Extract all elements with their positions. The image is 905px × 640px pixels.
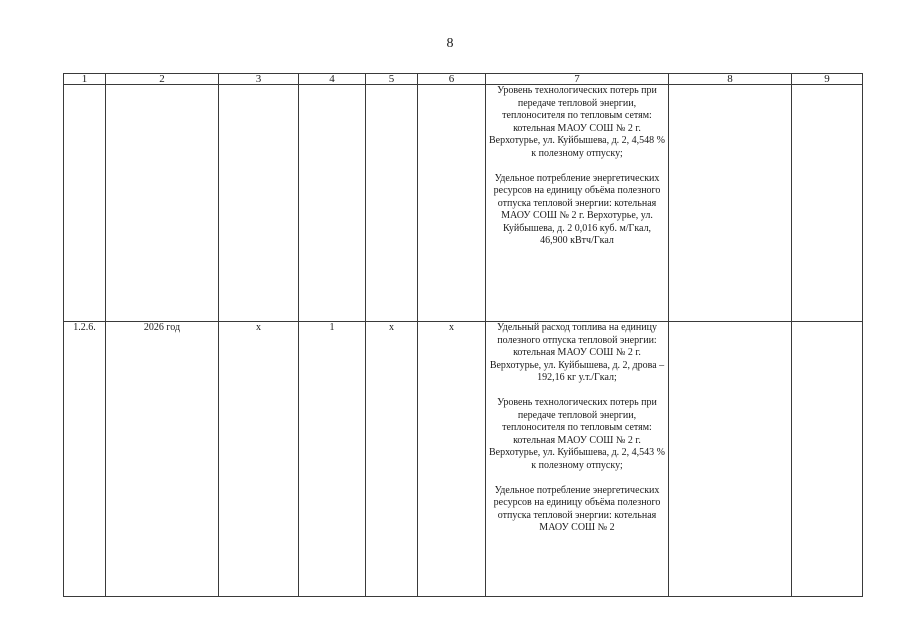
table-header-row bbox=[64, 74, 863, 85]
cell-index bbox=[64, 85, 106, 322]
cell-col-8 bbox=[669, 85, 792, 322]
header-col-2: 2 bbox=[106, 74, 219, 85]
cell-index: 1.2.6. bbox=[64, 322, 106, 597]
indicator-paragraph: Уровень технологических потерь при передаче тепловой энергии, теплоносителя по тепловым сетям: котельная МАОУ СОШ № 2 г. Верхотурье, ул. Куйбышева, д. 2, 4,543 % к полезному отпуску; bbox=[488, 397, 666, 471]
cell-col-3: х bbox=[219, 322, 299, 597]
header-col-7: 7 bbox=[486, 74, 669, 85]
cell-period bbox=[106, 85, 219, 322]
cell-col-4 bbox=[299, 85, 366, 322]
cell-col-5 bbox=[366, 85, 418, 322]
cell-col-9 bbox=[792, 322, 863, 597]
cell-col-6 bbox=[418, 85, 486, 322]
cell-col-6: х bbox=[418, 322, 486, 597]
cell-indicators bbox=[486, 322, 669, 597]
indicator-paragraph: Удельный расход топлива на единицу полезного отпуска тепловой энергии: котельная МАОУ СОШ № 2 г. Верхотурье, ул. Куйбышева, д. 2, дрова – 192,16 кг у.т./Гкал; bbox=[489, 322, 665, 383]
cell-col-8 bbox=[669, 322, 792, 597]
header-col-6: 6 bbox=[418, 74, 486, 85]
cell-indicators bbox=[486, 85, 669, 322]
table-row bbox=[64, 85, 863, 322]
cell-col-4: 1 bbox=[299, 322, 366, 597]
header-col-3: 3 bbox=[219, 74, 299, 85]
header-col-4: 4 bbox=[299, 74, 366, 85]
data-table bbox=[63, 73, 863, 597]
cell-col-3 bbox=[219, 85, 299, 322]
indicator-paragraph: Удельное потребление энергетических ресурсов на единицу объёма полезного отпуска тепловой энергии: котельная МАОУ СОШ № 2 г. Верхотурье, ул. Куйбышева, д. 2 0,016 куб. м/Гкал, 46,900 кВтч/Гкал bbox=[493, 172, 661, 246]
header-col-5: 5 bbox=[366, 74, 418, 85]
indicator-paragraph: Уровень технологических потерь при передаче тепловой энергии, теплоносителя по тепловым сетям: котельная МАОУ СОШ № 2 г. Верхотурье, ул. Куйбышева, д. 2, 4,548 % к полезному отпуску; bbox=[488, 85, 666, 159]
table-row bbox=[64, 322, 863, 597]
indicator-paragraph: Удельное потребление энергетических ресурсов на единицу объёма полезного отпуска тепловой энергии: котельная МАОУ СОШ № 2 bbox=[493, 484, 661, 533]
header-col-8: 8 bbox=[669, 74, 792, 85]
header-col-9: 9 bbox=[792, 74, 863, 85]
cell-col-5: х bbox=[366, 322, 418, 597]
cell-period: 2026 год bbox=[106, 322, 219, 597]
cell-col-9 bbox=[792, 85, 863, 322]
page-number: 8 bbox=[446, 36, 454, 51]
header-col-1: 1 bbox=[64, 74, 106, 85]
